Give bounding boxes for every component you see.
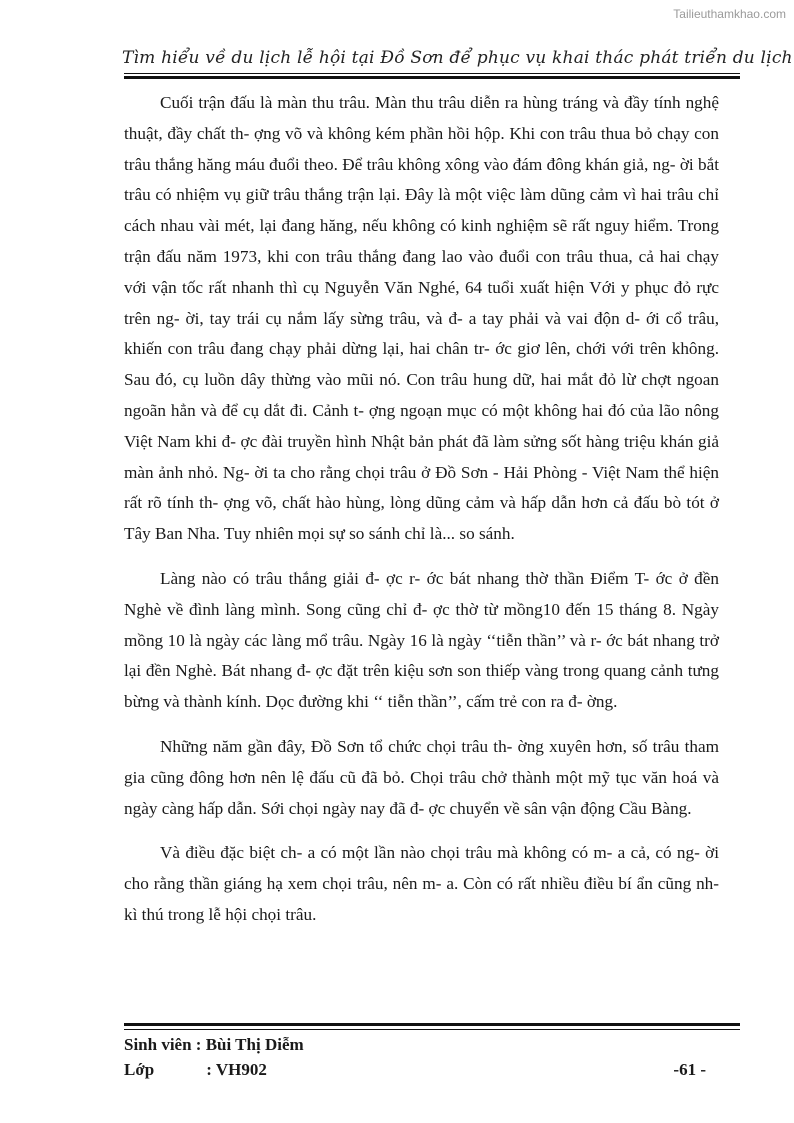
footer-rule-bottom (124, 1029, 740, 1030)
running-header: Tìm hiểu về du lịch lễ hội tại Đồ Sơn để phục vụ khai thác phát triển du lịch (122, 48, 793, 68)
header-rule-bottom (124, 76, 740, 79)
student-name: Sinh viên : Bùi Thị Diễm (124, 1035, 304, 1054)
body-text (124, 88, 719, 945)
footer-rule-top (124, 1023, 740, 1026)
class-value: : VH902 (206, 1060, 267, 1079)
paragraph: Và điều đặc biệt ch- a có một lần nào chọi trâu mà không có m- a cả, có ng- ời cho rằng thần giáng hạ xem chọi trâu, nên m- a. Còn có rất nhiều điều bí ẩn cũng nh- kì thú trong lễ hội chọi trâu. (124, 843, 719, 924)
paragraph: Những năm gần đây, Đồ Sơn tổ chức chọi trâu th- ờng xuyên hơn, số trâu tham gia cũng đông hơn nên lệ đấu cũ đã bỏ. Chọi trâu chở thành một mỹ tục văn hoá và ngày càng hấp dẫn. Sới chọi ngày nay đã đ- ợc chuyển về sân vận động Cầu Bàng. (124, 736, 719, 818)
watermark-text: Tailieuthamkhao.com (673, 7, 786, 21)
header-rule-top (124, 73, 740, 74)
page-number: -61 - (673, 1060, 706, 1079)
paragraph: Làng nào có trâu thắng giải đ- ợc r- ớc bát nhang thờ thần Điểm T- ớc ở đền Nghè về đình làng mình. Song cũng chỉ đ- ợc thờ từ mồng10 đến 15 tháng 8. Ngày mồng 10 là ngày các làng mổ trâu. Ngày 16 là ngày ‘‘tiễn thần’’ và r- ớc bát nhang trở lại đền Nghè. Bát nhang đ- ợc đặt trên kiệu sơn son thiếp vàng trong quang cảnh tưng bừng và thành kính. Dọc đường khi ‘‘ tiễn thần’’, cấm trẻ con ra đ- ờng. (124, 568, 719, 712)
paragraph: Cuối trận đấu là màn thu trâu. Màn thu trâu diễn ra hùng tráng và đầy tính nghệ thuật, đầy chất th- ợng võ và không kém phần hồi hộp. Khi con trâu thua bỏ chạy con trâu thắng hăng máu đuổi theo. Để trâu không xông vào đám đông khán giả, ng- ời bắt trâu có nhiệm vụ giữ trâu thắng trận lại. Đây là một việc làm dũng cảm vì hai trâu chỉ cách nhau vài mét, lại đang hăng, nếu không có kinh nghiệm sẽ rất nguy hiểm. Trong trận đấu năm 1973, khi con trâu thắng đang lao vào đuổi con trâu thua, cả hai chạy với vận tốc rất nhanh thì cụ Nguyễn Văn Nghé, 64 tuổi xuất hiện Với y phục đỏ rực trên ng- ời, tay trái cụ nắm lấy sừng trâu, và đ- a tay phải và vai độn d- ới cổ trâu, khiến con trâu đang chạy phải dừng lại, hai chân tr- ớc giơ lên, chới với trên không. Sau đó, cụ luồn dây thừng vào mũi nó. Con trâu hung dữ, hai mắt đỏ lừ chợt ngoan ngoãn hẳn và để cụ dắt đi. Cảnh t- ợng ngoạn mục có một không hai đó của lão nông Việt Nam khi đ- ợc đài truyền hình Nhật bản phát đã làm sửng sốt hàng triệu khán giả màn ảnh nhỏ. Ng- ời ta cho rằng chọi trâu ở Đồ Sơn - Hải Phòng - Việt Nam thể hiện rất rõ tính th- ợng võ, chất hào hùng, lòng dũng cảm và hấp dẫn hơn cả đấu bò tót ở Tây Ban Nha. Tuy nhiên mọi sự so sánh chỉ là... so sánh. (124, 93, 719, 544)
page-footer (124, 1032, 706, 1082)
class-label: Lớp (124, 1060, 155, 1079)
